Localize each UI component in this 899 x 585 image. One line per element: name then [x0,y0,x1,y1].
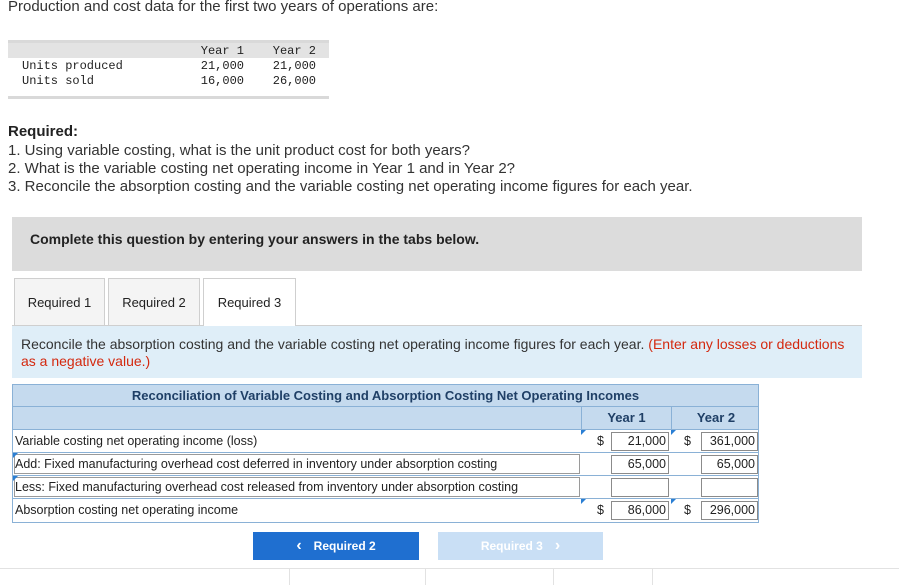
tab-required-1[interactable]: Required 1 [14,278,105,326]
variable-noi-year1-input[interactable]: 21,000 [611,432,669,451]
units-sold-year1: 16,000 [200,74,244,88]
row-label-fixed-deferred[interactable] [13,453,581,475]
footer-tick [289,569,290,585]
year2-cell [671,453,760,475]
required-heading: Required: [8,123,79,140]
input-flag-icon [671,430,676,435]
year1-cell [581,453,671,475]
col-header-year2: Year 2 [272,44,316,58]
year2-cell [671,430,760,452]
variable-noi-year2-input[interactable]: 361,000 [701,432,758,451]
instruction-text [21,336,851,370]
header-label-cell [13,407,581,429]
year2-cell [671,499,760,521]
year1-cell [581,476,671,498]
intro-text: Production and cost data for the first two years of operations are: [8,0,439,15]
input-flag-icon [581,430,586,435]
dollar-sign: $ [597,434,604,448]
absorption-noi-year1-input[interactable]: 86,000 [611,501,669,520]
footer-tick [553,569,554,585]
input-flag-icon [671,499,676,504]
footer-tick [425,569,426,585]
fixed-deferred-year2-input[interactable]: 65,000 [701,455,758,474]
dollar-sign: $ [597,503,604,517]
row-label-absorption-noi: Absorption costing net operating income [15,503,239,517]
column-header-row [13,407,758,430]
fixed-released-year2-input[interactable] [701,478,758,497]
row-label-variable-noi: Variable costing net operating income (loss) [15,434,258,448]
reconciliation-title: Reconciliation of Variable Costing and Absorption Costing Net Operating Incomes [13,385,758,407]
col-header-year1: Year 1 [581,407,671,429]
table-row [13,453,758,476]
prev-required-2-button[interactable] [253,532,419,560]
fixed-released-year1-input[interactable] [611,478,669,497]
next-required-3-button[interactable] [438,532,603,560]
footer-divider [0,568,899,569]
year2-cell [671,476,760,498]
reconciliation-table [12,384,759,523]
row-label-units-sold: Units sold [22,74,95,88]
year1-cell [581,430,671,452]
instruction-note: (Enter any losses or deductions as a negative value.) [21,336,845,369]
table-row [13,430,758,453]
complete-prompt-text: Complete this question by entering your answers in the tabs below. [30,231,480,247]
required-item-1: 1. Using variable costing, what is the unit product cost for both years? [8,142,470,159]
col-header-year1: Year 1 [200,44,244,58]
dollar-sign: $ [684,503,691,517]
dollar-sign: $ [684,434,691,448]
complete-prompt-box [12,217,862,271]
fixed-deferred-year1-input[interactable]: 65,000 [611,455,669,474]
chevron-left-icon: ‹ [296,537,302,554]
absorption-noi-year2-input[interactable]: 296,000 [701,501,758,520]
table-row [13,476,758,499]
col-header-year2: Year 2 [671,407,760,429]
instruction-box [12,326,862,378]
footer-tick [652,569,653,585]
input-flag-icon [581,499,586,504]
next-button-label: Required 3 [480,539,543,553]
required-item-3: 3. Reconcile the absorption costing and the variable costing net operating income figures for each year. [8,178,693,195]
required-item-2: 2. What is the variable costing net operating income in Year 1 and in Year 2? [8,160,516,177]
prev-button-label: Required 2 [313,539,376,553]
units-produced-year2: 21,000 [272,59,316,73]
chevron-right-icon: › [554,537,561,554]
production-data-table [8,40,329,99]
year1-cell [581,499,671,521]
fixed-deferred-label: Add: Fixed manufacturing overhead cost deferred in inventory under absorption costing [15,457,498,471]
table-row [13,499,758,522]
units-sold-year2: 26,000 [272,74,316,88]
tab-required-2[interactable]: Required 2 [108,278,200,326]
tab-required-3[interactable]: Required 3 [203,278,296,327]
row-label-units-produced: Units produced [22,59,123,73]
instruction-main: Reconcile the absorption costing and the variable costing net operating income figures for each year. [21,336,645,352]
units-produced-year1: 21,000 [200,59,244,73]
fixed-released-label: Less: Fixed manufacturing overhead cost released from inventory under absorption costing [15,480,519,494]
row-label-fixed-released[interactable] [13,476,581,498]
